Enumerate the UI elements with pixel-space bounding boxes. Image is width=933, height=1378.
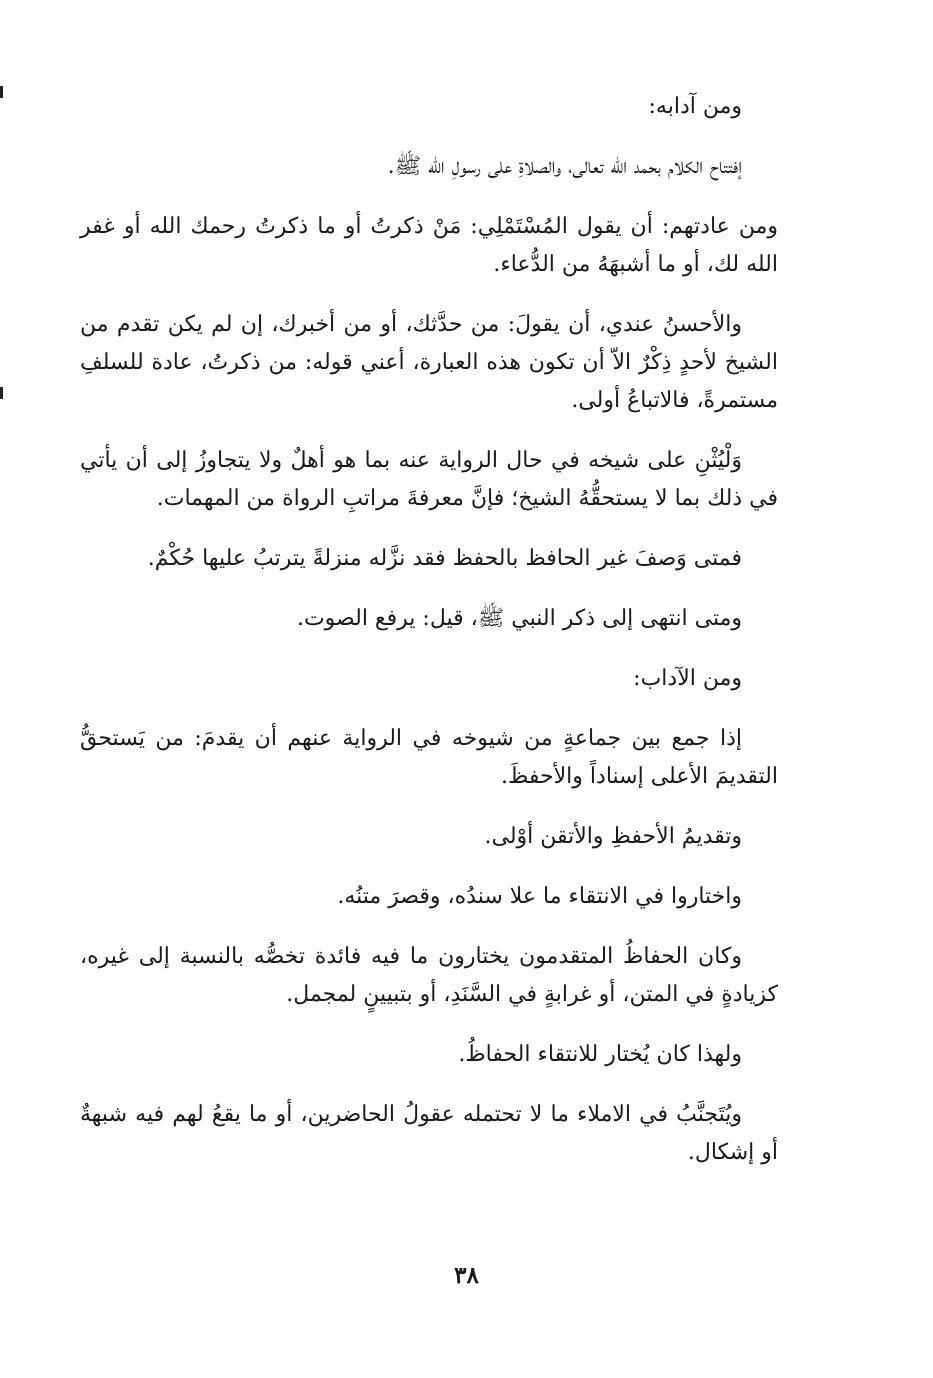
- paragraph: وتقديمُ الأحفظِ والأتقن أوْلى.: [484, 824, 742, 849]
- page-body-text: [80, 88, 778, 1194]
- paragraph: واختاروا في الانتقاء ما علا سندُه، وقصرَ متنُه.: [337, 884, 742, 909]
- paragraph: ومن عادتهم: أن يقول المُسْتَمْلِي: مَنْ ذكرتُ أو ما ذكرتُ رحمك الله أو غفر الله لك، أو ما أشبهَهُ من الدُّعاء.: [80, 214, 778, 277]
- paragraph: فمتى وَصفَ غير الحافظ بالحفظ فقد نزَّله منزلةً يترتبُ عليها حُكْمٌ.: [147, 546, 742, 571]
- paragraph: إفتتاح الكلام بحمد الله تعالى، والصلاةِ على رسولِ الله ﷺ.: [387, 154, 742, 179]
- section-heading: ومن الآداب:: [633, 666, 742, 691]
- paragraph: ومتى انتهى إلى ذكر النبي ﷺ، قيل: يرفع الصوت.: [296, 606, 742, 631]
- section-heading: ومن آدابه:: [648, 94, 742, 119]
- paragraph: إذا جمع بين جماعةٍ من شيوخه في الرواية عنهم أن يقدمَ: من يَستحقُّ التقديمَ الأعلى إسناداً والأحفظَ.: [80, 726, 778, 789]
- margin-mark: [0, 86, 3, 98]
- page-number: ٣٨: [454, 1262, 479, 1289]
- paragraph: والأحسنُ عندي، أن يقولَ: من حدَّثك، أو من أخبرك، إن لم يكن تقدم من الشيخ لأحدٍ ذِكْرٌ الاّ أن تكون هذه العبارة، أعني قوله: من ذكرتُ، عادة للسلفِ مستمرةً، فالاتباعُ أولى.: [80, 312, 778, 413]
- margin-mark: [0, 387, 3, 399]
- paragraph: وكان الحفاظُ المتقدمون يختارون ما فيه فائدة تخصُّه بالنسبة إلى غيره، كزيادةٍ في المتن، أو غرابةٍ في السَّنَدِ، أو بتبيينٍ لمجمل.: [80, 944, 778, 1007]
- paragraph: ولهذا كان يُختار للانتقاء الحفاظُ.: [458, 1042, 742, 1067]
- paragraph: وَلْيُثْنِ على شيخه في حال الرواية عنه بما هو أهلٌ ولا يتجاوزُ إلى أن يأتي في ذلك بما لا يستحقُّهُ الشيخ؛ فإنَّ معرفةَ مراتبِ الرواة من المهمات.: [80, 448, 778, 511]
- paragraph: ويُتَجنَّبُ في الاملاء ما لا تحتمله عقولُ الحاضرين، أو ما يقعُ لهم فيه شبهةٌ أو إشكال.: [80, 1102, 778, 1165]
